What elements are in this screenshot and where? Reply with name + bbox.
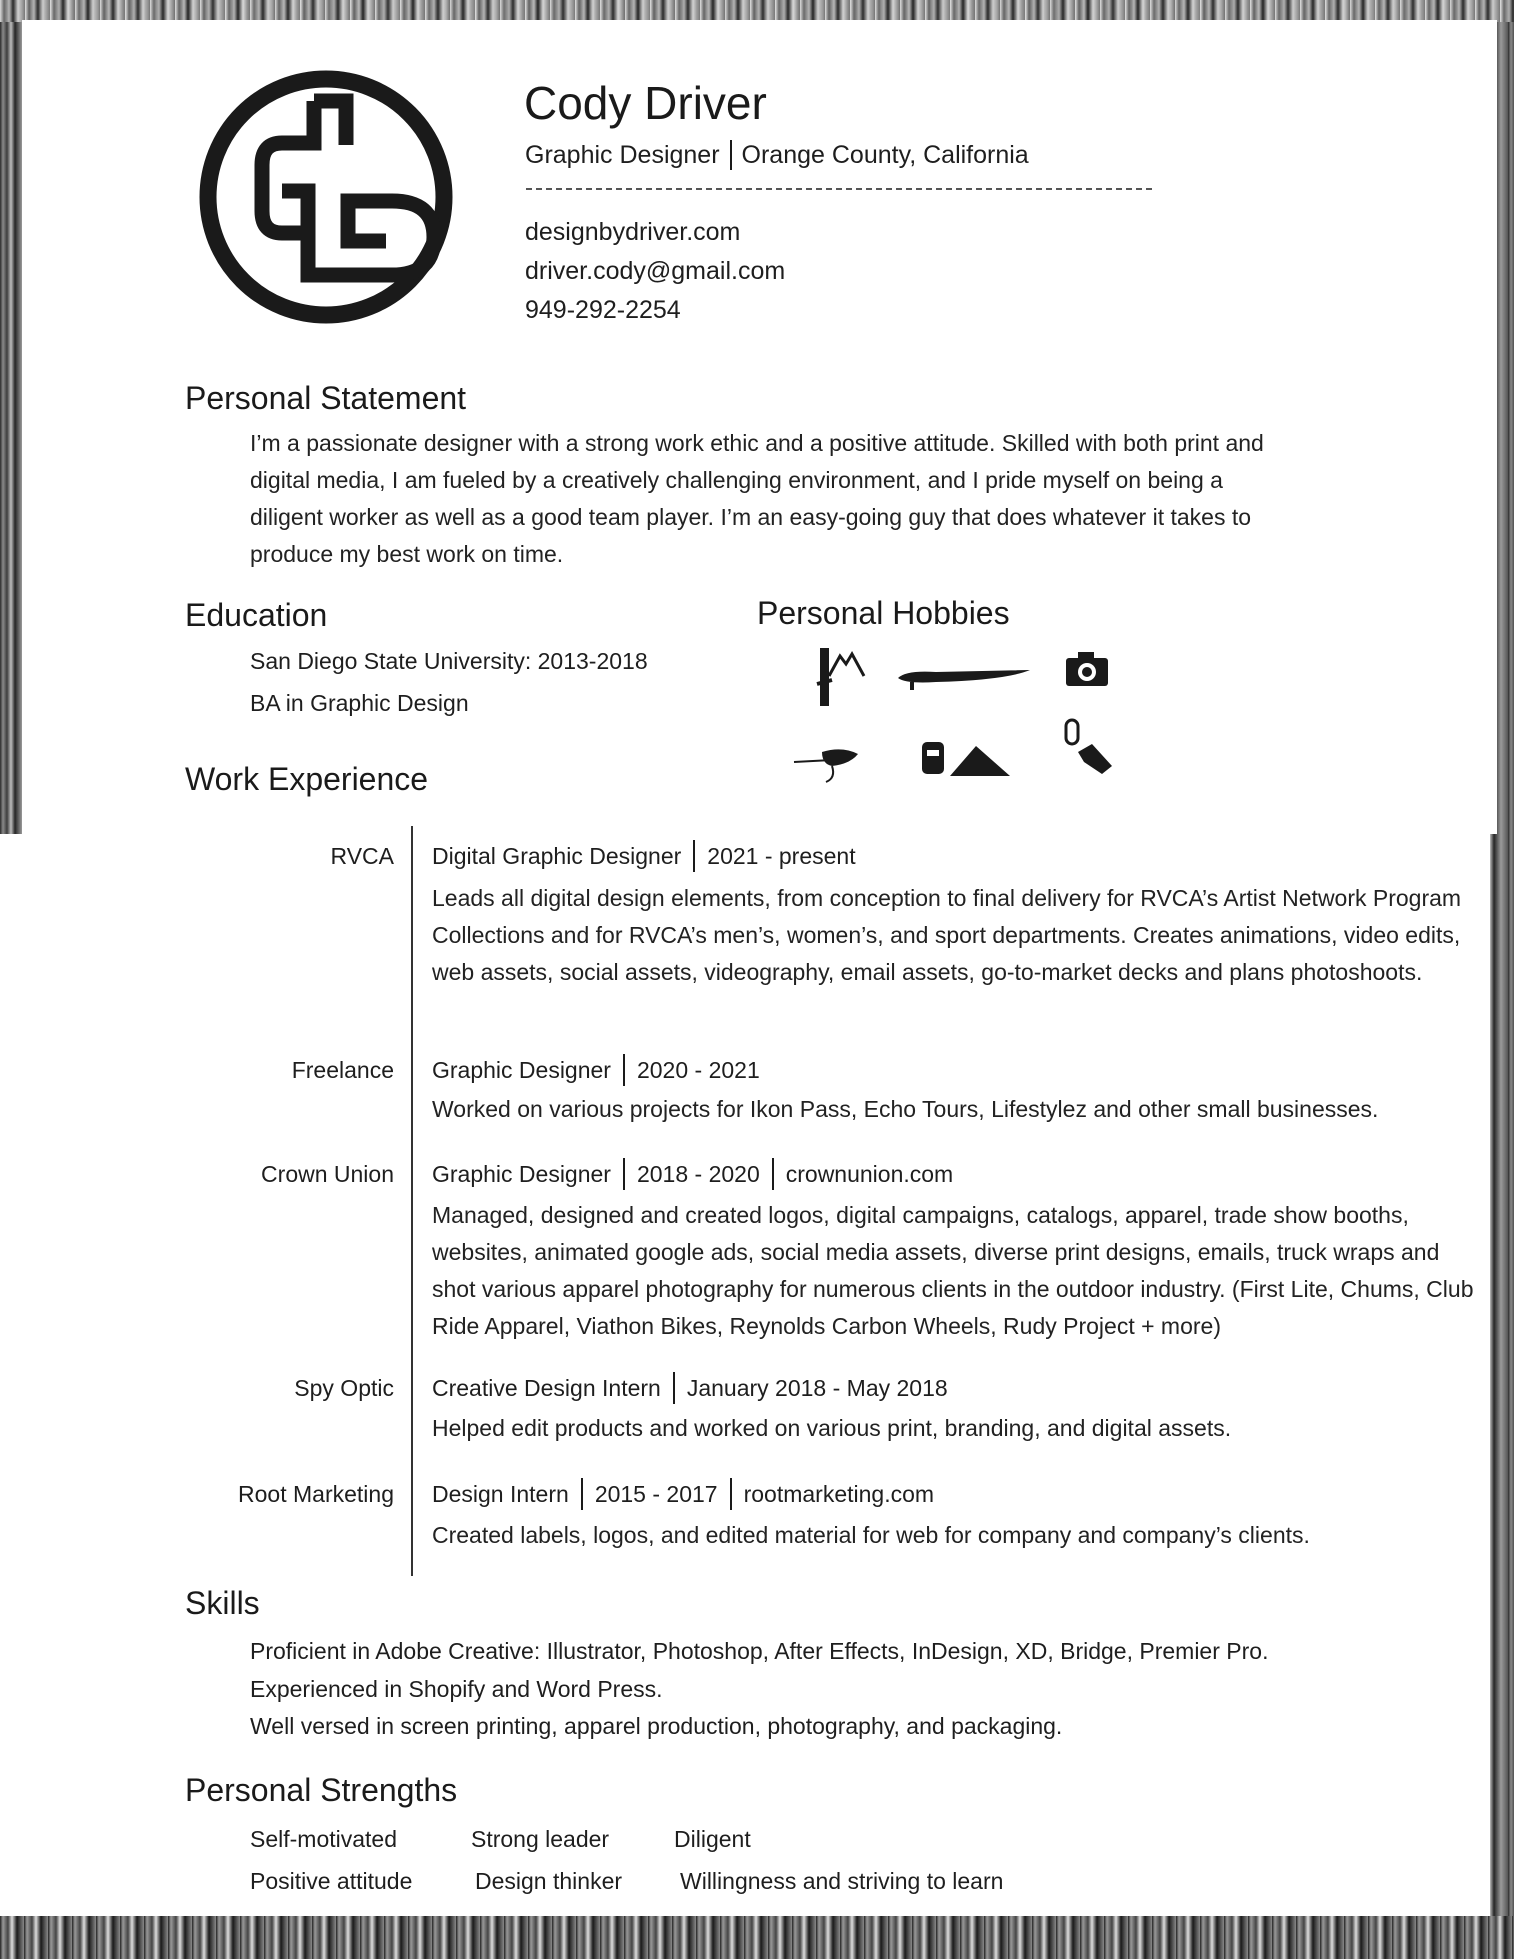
divider <box>581 1478 583 1510</box>
section-heading-hobbies: Personal Hobbies <box>757 595 1010 631</box>
strength-item: Positive attitude <box>250 1868 413 1894</box>
skill-item: Experienced in Shopify and Word Press. <box>250 1676 663 1702</box>
grunge-top-edge <box>0 0 1514 22</box>
job-dates: 2021 - present <box>707 842 856 869</box>
divider <box>730 140 732 170</box>
job-role: Graphic Designer <box>432 1056 611 1083</box>
job-header <box>432 1372 948 1404</box>
cd-monogram-logo-icon <box>196 61 456 333</box>
job-role: Graphic Designer <box>432 1160 611 1187</box>
divider <box>623 1054 625 1086</box>
grunge-bottom-edge <box>0 1916 1514 1959</box>
job-header <box>432 1158 953 1190</box>
tagline <box>525 140 1029 170</box>
divider <box>623 1158 625 1190</box>
fishing-fly-icon <box>792 742 862 784</box>
section-heading-statement: Personal Statement <box>185 380 467 416</box>
job-description: Helped edit products and worked on various print, branding, and digital assets. <box>432 1415 1232 1441</box>
job-description: Created labels, logos, and edited material for web for company and company’s clients. <box>432 1522 1310 1548</box>
education-degree: BA in Graphic Design <box>250 690 469 716</box>
job-header <box>432 840 856 872</box>
job-company: Crown Union <box>261 1161 394 1187</box>
work-timeline-line <box>411 826 413 1576</box>
section-heading-work: Work Experience <box>185 761 429 797</box>
statement-text: I’m a passionate designer with a strong work ethic and a positive attitude. Skilled with both print and digital media, I am fueled by a creatively challenging environment, and I pride myself on being a diligent worker as well as a good team player. I’m an easy-going guy that does whatever it takes to produce my best work on time. <box>250 430 1264 567</box>
job-description: Leads all digital design elements, from conception to final delivery for RVCA’s Artist Network Program Collections and for RVCA’s men’s, women’s, and sport departments. Creates animations, video edits, web assets, social assets, videography, email assets, go-to-market decks and plans photoshoots. <box>432 885 1462 985</box>
job-dates: January 2018 - May 2018 <box>686 1374 948 1401</box>
job-role: Creative Design Intern <box>432 1374 661 1401</box>
divider <box>693 840 695 872</box>
location: Orange County, California <box>741 140 1029 169</box>
mountain-hiking-icon <box>812 646 866 708</box>
divider <box>772 1158 774 1190</box>
strength-item: Self-motivated <box>250 1826 398 1852</box>
dashed-divider <box>526 188 1152 190</box>
job-header <box>432 1478 934 1510</box>
strength-item: Design thinker <box>475 1868 623 1894</box>
skill-item: Well versed in screen printing, apparel production, photography, and packaging. <box>250 1713 1063 1739</box>
strength-item: Diligent <box>674 1826 751 1852</box>
climbing-icon <box>1062 716 1114 776</box>
education-school: San Diego State University: 2013-2018 <box>250 648 648 674</box>
email-link[interactable]: driver.cody@gmail.com <box>525 257 786 285</box>
camping-icon <box>920 736 1012 778</box>
strength-item: Strong leader <box>471 1826 610 1852</box>
job-header <box>432 1054 760 1086</box>
camera-icon <box>1064 650 1110 688</box>
job-company: Root Marketing <box>238 1481 394 1507</box>
job-dates: 2015 - 2017 <box>594 1480 718 1507</box>
surfboard-icon <box>896 664 1032 692</box>
section-heading-strengths: Personal Strengths <box>185 1772 458 1808</box>
candidate-name: Cody Driver <box>524 77 767 129</box>
skill-item: Proficient in Adobe Creative: Illustrator, Photoshop, After Effects, InDesign, XD, Bridge, Premier Pro. <box>250 1638 1269 1664</box>
section-heading-education: Education <box>185 597 328 633</box>
job-dates: 2020 - 2021 <box>636 1056 760 1083</box>
section-heading-skills: Skills <box>185 1585 260 1621</box>
job-role: Digital Graphic Designer <box>432 842 682 869</box>
divider <box>673 1372 675 1404</box>
job-link[interactable]: rootmarketing.com <box>743 1480 935 1507</box>
phone-number: 949-292-2254 <box>525 296 681 324</box>
strength-item: Willingness and striving to learn <box>680 1868 1004 1894</box>
job-link[interactable]: crownunion.com <box>785 1160 954 1187</box>
job-description: Managed, designed and created logos, digital campaigns, catalogs, apparel, trade show booths, websites, animated google ads, social media assets, diverse print designs, emails, truck wraps and shot various apparel photography for numerous clients in the outdoor industry. (First Lite, Chums, Club Ride Apparel, Viathon Bikes, Reynolds Carbon Wheels, Rudy Project + more) <box>432 1202 1474 1339</box>
job-company: RVCA <box>330 843 394 869</box>
divider <box>730 1478 732 1510</box>
job-company: Spy Optic <box>294 1375 394 1401</box>
job-company: Freelance <box>291 1057 394 1083</box>
job-dates: 2018 - 2020 <box>636 1160 760 1187</box>
job-role: Design Intern <box>432 1480 569 1507</box>
job-title: Graphic Designer <box>525 140 720 169</box>
website-link[interactable]: designbydriver.com <box>525 218 741 246</box>
job-description: Worked on various projects for Ikon Pass, Echo Tours, Lifestylez and other small businesses. <box>432 1096 1379 1122</box>
